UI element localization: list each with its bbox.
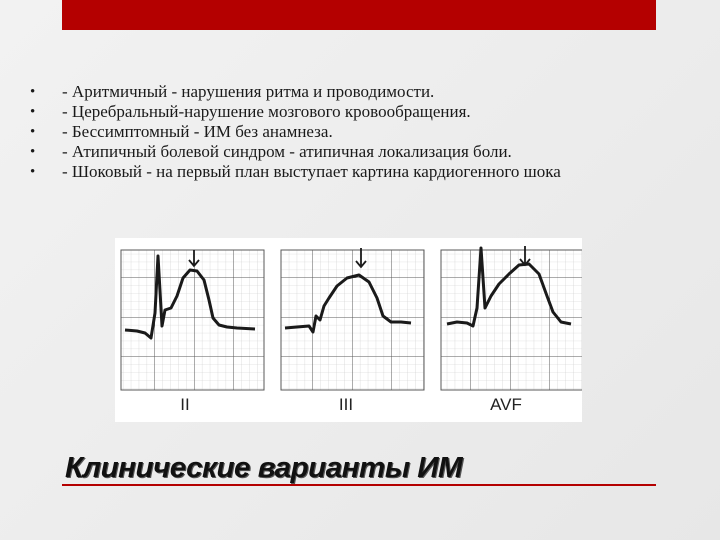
bullet-text: - Бессимптомный - ИМ без анамнеза. (62, 122, 333, 141)
bullet-text: - Шоковый - на первый план выступает картина кардиогенного шока (62, 162, 561, 181)
bullet-text: - Атипичный болевой синдром - атипичная локализация боли. (62, 142, 512, 161)
bullet-dot: • (30, 164, 36, 180)
bullet-item (30, 122, 650, 142)
bullet-dot: • (30, 84, 36, 100)
bullet-item (30, 102, 650, 122)
ecg-label-iii: III (338, 395, 354, 414)
ecg-lead-ii (121, 250, 264, 390)
bullet-dot: • (30, 124, 36, 140)
title-underline (62, 484, 656, 486)
ecg-lead-avf (441, 246, 582, 390)
bullet-dot: • (30, 144, 36, 160)
bullet-dot: • (30, 104, 36, 120)
bullet-text: - Аритмичный - нарушения ритма и проводимости. (62, 82, 435, 101)
ecg-label-ii: II (180, 395, 190, 414)
ecg-image (115, 238, 582, 422)
top-accent-bar (62, 0, 656, 30)
ecg-lead-iii (281, 248, 424, 390)
bullet-item (30, 82, 650, 102)
bullet-list (30, 82, 650, 182)
ecg-figure (115, 238, 582, 422)
ecg-label-avf: AVF (490, 395, 522, 414)
slide-title: Клинические варианты ИМ (65, 452, 463, 484)
bullet-item (30, 142, 650, 162)
bullet-text: - Церебральный-нарушение мозгового кровообращения. (62, 102, 471, 121)
bullet-item (30, 162, 650, 182)
